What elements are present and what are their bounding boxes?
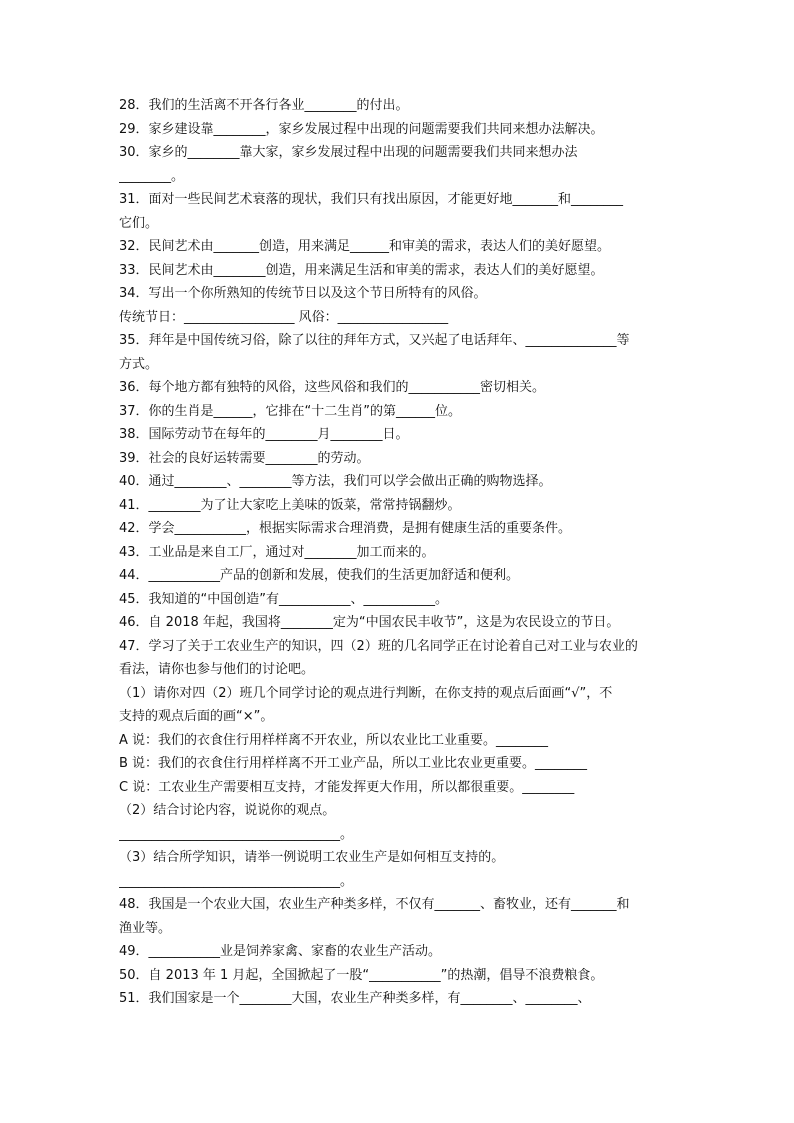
question-line: 38．国际劳动节在每年的________月________日。 — [119, 427, 409, 442]
question-line: 42．学会___________，根据实际需求合理消费，是拥有健康生活的重要条件。 — [119, 521, 572, 536]
question-line: 30．家乡的________靠大家，家乡发展过程中出现的问题需要我们共同来想办法 — [119, 145, 578, 160]
question-line: __________________________________。 — [119, 873, 354, 889]
question-line: 它们。 — [119, 215, 159, 231]
question-line: 32．民间艺术由_______创造，用来满足______和审美的需求，表达人们的美好愿望。 — [119, 239, 611, 254]
question-line: 44．___________产品的创新和发展，使我们的生活更加舒适和便利。 — [119, 568, 520, 583]
question-line: 29．家乡建设靠________，家乡发展过程中出现的问题需要我们共同来想办法解决。 — [119, 121, 604, 137]
question-line: 34．写出一个你所熟知的传统节日以及这个节日所特有的风俗。 — [119, 286, 487, 301]
question-line: （2）结合讨论内容，说说你的观点。 — [119, 803, 336, 818]
question-line: 40．通过________、________等方法，我们可以学会做出正确的购物选择。 — [119, 474, 552, 489]
question-line: 支持的观点后面的画“×”。 — [119, 709, 274, 724]
question-line: 51．我们国家是一个________大国，农业生产种类多样，有________、________、 — [119, 991, 591, 1006]
question-line: B 说：我们的衣食住行用样样离不开工业产品，所以工业比农业更重要。________ — [119, 756, 588, 771]
question-line: 45．我知道的“中国创造”有___________、___________。 — [119, 591, 449, 607]
question-line: 35．拜年是中国传统习俗，除了以往的拜年方式，又兴起了电话拜年、______________等 — [119, 333, 630, 348]
question-line: 31．面对一些民间艺术衰落的现状，我们只有找出原因，才能更好地_______和________ — [119, 192, 624, 207]
question-line: C 说：工农业生产需要相互支持，才能发挥更大作用，所以都很重要。________ — [119, 779, 575, 795]
question-line: 33．民间艺术由________创造，用来满足生活和审美的需求，表达人们的美好愿望。 — [119, 262, 604, 278]
question-line: （3）结合所学知识，请举一例说明工农业生产是如何相互支持的。 — [119, 850, 505, 865]
question-line: 方式。 — [119, 356, 159, 372]
question-list — [119, 94, 679, 1011]
question-line: A 说：我们的衣食住行用样样离不开农业，所以农业比工业重要。________ — [119, 732, 549, 748]
question-line: 43．工业品是来自工厂，通过对________加工而来的。 — [119, 544, 435, 560]
question-line: ________。 — [119, 168, 185, 184]
question-line: 传统节日：_________________ 风俗：_________________ — [119, 309, 449, 325]
question-line: 39．社会的良好运转需要________的劳动。 — [119, 450, 370, 466]
question-line: （1）请你对四（2）班几个同学讨论的观点进行判断，在你支持的观点后面画“√”，不 — [119, 685, 613, 701]
question-line: __________________________________。 — [119, 826, 354, 842]
question-line: 49．___________业是饲养家禽、家畜的农业生产活动。 — [119, 944, 442, 959]
question-line: 渔业等。 — [119, 920, 172, 936]
question-line: 47．学习了关于工农业生产的知识，四（2）班的几名同学正在讨论着自己对工业与农业的 — [119, 638, 638, 654]
question-line: 36．每个地方都有独特的风俗，这些风俗和我们的___________密切相关。 — [119, 380, 546, 395]
question-line: 看法，请你也参与他们的讨论吧。 — [119, 662, 315, 677]
question-line: 48．我国是一个农业大国，农业生产种类多样，不仅有_______、畜牧业，还有_______和 — [119, 897, 630, 912]
question-line: 28．我们的生活离不开各行各业________的付出。 — [119, 98, 409, 113]
question-line: 41．________为了让大家吃上美味的饭菜，常常持锅翻炒。 — [119, 497, 461, 513]
question-line: 46．自 2018 年起，我国将________定为“中国农民丰收节”，这是为农民设立的节日。 — [119, 615, 620, 630]
question-line: 50．自 2013 年 1 月起，全国掀起了一股“___________”的热潮，倡导不浪费粮食。 — [119, 967, 604, 983]
question-line: 37．你的生肖是______，它排在“十二生肖”的第______位。 — [119, 403, 462, 419]
